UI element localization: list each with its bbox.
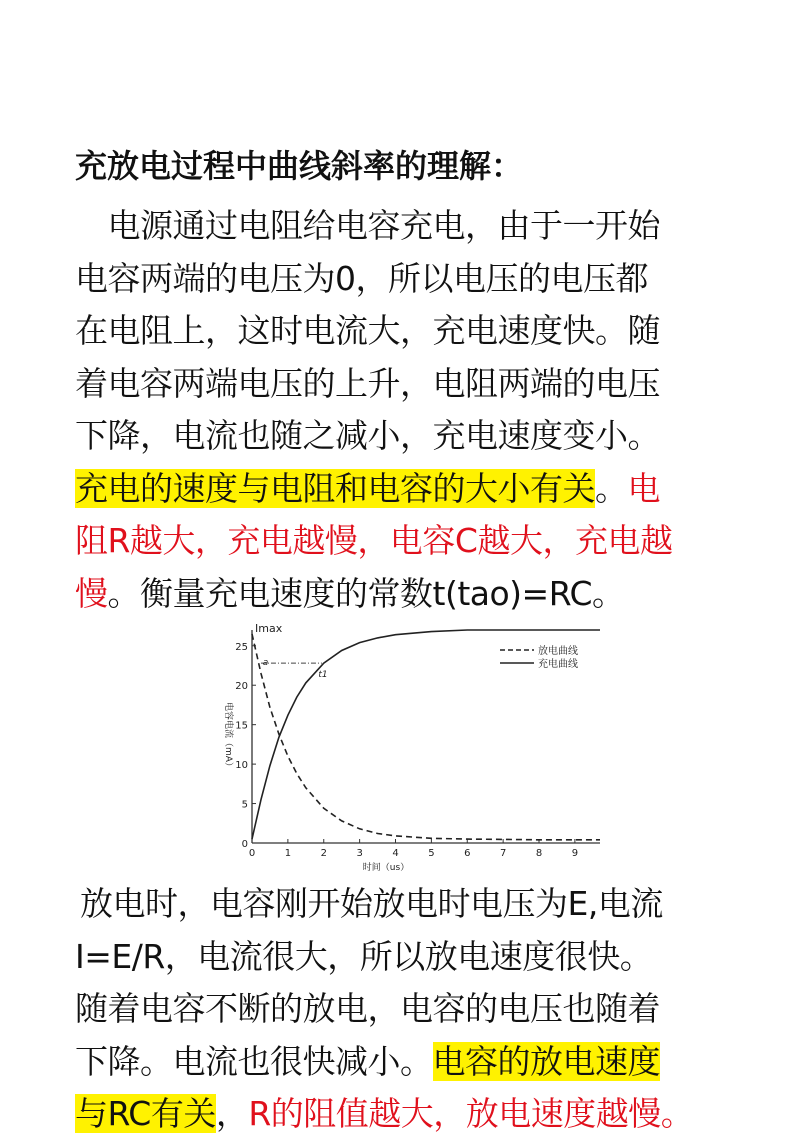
x-tick-label: 2 — [320, 848, 327, 859]
text-line: 下降。电流也很快减小。电容的放电速度 — [75, 1041, 660, 1081]
y-tick-label: 0 — [241, 839, 248, 850]
text-line: 电源通过电阻给电容充电，由于一开始 — [107, 206, 660, 245]
x-tick-label: 6 — [464, 848, 471, 859]
legend-label: 放电曲线 — [538, 646, 578, 657]
text-line: I=E/R，电流很大，所以放电速度很快。 — [75, 936, 653, 976]
y-axis-top-label: Imax — [255, 622, 283, 635]
chart-svg — [200, 618, 610, 876]
red-emphasis-text: R的阻值越大，放电速度越慢。 — [248, 1094, 694, 1133]
x-tick-label: 1 — [284, 848, 292, 859]
x-tick-label: 9 — [571, 848, 579, 859]
paragraph-charging — [75, 200, 735, 620]
text-line: 慢。衡量充电速度的常数t(tao)=RC。 — [75, 573, 625, 613]
y-tick-label: 25 — [235, 641, 248, 653]
text-line: 与RC有关，R的阻值越大，放电速度越慢。 — [75, 1094, 694, 1133]
x-tick-label: 5 — [428, 848, 435, 859]
text-line: 下降，电流也随之减小，充电速度变小。 — [75, 416, 660, 455]
red-emphasis-text: 慢 — [75, 573, 108, 613]
highlighted-text: 充电的速度与电阻和电容的大小有关 — [75, 468, 595, 508]
x-axis-label: 时间（us） — [362, 863, 410, 873]
x-tick-label: 3 — [356, 848, 363, 859]
y-tick-label: 10 — [235, 760, 248, 772]
highlighted-text: 与RC有关 — [75, 1094, 216, 1133]
text-line: 电容两端的电压为0，所以电压的电压都 — [75, 258, 648, 298]
red-emphasis-text: 阻R越大，充电越慢，电容C越大，充电越 — [75, 521, 673, 560]
text-line: 在电阻上，这时电流大，充电速度快。随 — [75, 311, 660, 350]
x-tick-label: 8 — [535, 848, 543, 859]
paragraph-discharging — [75, 878, 735, 1141]
highlighted-text: 电容的放电速度 — [432, 1041, 660, 1081]
x-tick-label: 4 — [392, 848, 399, 859]
text-line: 着电容两端电压的上升，电阻两端的电压 — [75, 363, 660, 403]
charge-discharge-chart — [200, 618, 610, 876]
text-line: 放电时，电容刚开始放电时电压为E,电流 — [80, 884, 663, 923]
legend-label: 充电曲线 — [538, 659, 578, 670]
red-emphasis-text: 电 — [627, 468, 660, 508]
text-line: 随着电容不断的放电，电容的电压也随着 — [75, 989, 660, 1028]
y-tick-label: 15 — [235, 720, 248, 732]
annotation-t1: t1 — [318, 670, 328, 681]
annotation-a: a — [262, 658, 269, 669]
text-line: 充电的速度与电阻和电容的大小有关。电 — [75, 468, 660, 508]
y-axis-label: 电容电流（mA） — [223, 702, 233, 771]
y-tick-label: 20 — [235, 681, 248, 693]
x-tick-label: 7 — [499, 848, 507, 859]
section-heading: 充放电过程中曲线斜率的理解： — [75, 147, 524, 185]
x-tick-label: 0 — [248, 848, 256, 859]
y-tick-label: 5 — [241, 799, 248, 811]
